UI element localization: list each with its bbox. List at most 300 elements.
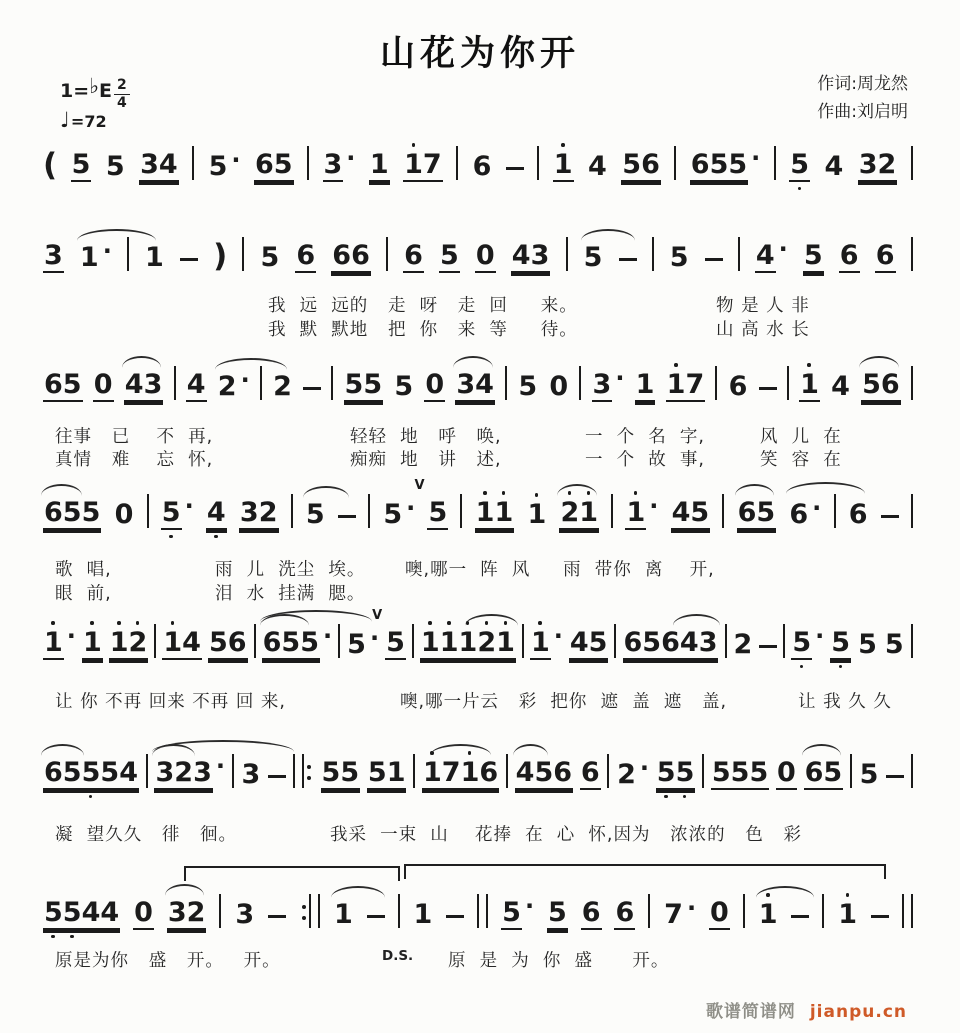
note-digit: 5 (321, 757, 341, 788)
close-paren: ) (213, 238, 228, 274)
beam-group (93, 371, 114, 402)
slur-arc (557, 484, 597, 498)
note-34 (139, 151, 179, 182)
note-0 (114, 501, 135, 530)
repeat-start-sign (293, 754, 314, 790)
note-digit: 5 (340, 757, 360, 788)
lyric-segment: 原 是 为 你 盛 开。 (448, 951, 670, 971)
beam-group (208, 629, 248, 660)
barline (386, 237, 388, 271)
note-digit: 4 (755, 240, 775, 271)
barline (291, 494, 293, 528)
dash-extension (338, 515, 356, 519)
tie-arc (260, 610, 373, 624)
beam-group (728, 373, 749, 402)
note-digit: 4 (124, 369, 144, 400)
beam-group (583, 244, 604, 273)
barline (783, 624, 785, 658)
note-5 (884, 631, 905, 660)
slur-arc (77, 229, 156, 243)
beam-group (666, 371, 706, 402)
octave-dot-below (683, 795, 687, 799)
barline (219, 894, 221, 928)
beam-group (690, 151, 748, 182)
barline (242, 237, 244, 271)
music-line-7 (42, 884, 914, 930)
note-digit: 5 (82, 759, 101, 786)
note-5 (161, 492, 194, 530)
note-digit: 5 (105, 151, 125, 182)
note-digit: 2 (477, 629, 496, 656)
note-digit: 4 (158, 149, 178, 180)
key-prefix: 1= (60, 80, 90, 102)
note-digit: 5 (44, 899, 63, 926)
beam-group (758, 901, 779, 930)
note-digit: 6 (227, 627, 247, 658)
note-55 (344, 371, 384, 402)
beam-group (403, 242, 424, 273)
barline (738, 237, 740, 271)
note-1 (43, 622, 76, 660)
note-digit: 1 (531, 629, 550, 656)
octave-dot-below (839, 665, 843, 669)
note-digit: 1 (527, 501, 546, 528)
note-digit: 7 (664, 899, 683, 930)
note-1 (530, 622, 563, 660)
note-digit: 7 (422, 149, 442, 180)
note-digit: 1 (579, 499, 598, 526)
beam-group (789, 151, 810, 182)
note-digit: 3 (241, 759, 261, 790)
barline (774, 146, 776, 180)
note-digit: 5 (502, 897, 521, 928)
note-2 (272, 373, 293, 402)
note-17 (403, 151, 443, 182)
barline (648, 894, 650, 928)
note-1 (635, 371, 656, 402)
note-digit: 1 (423, 759, 442, 786)
note-digit: 0 (777, 757, 796, 788)
note-2 (733, 631, 754, 660)
octave-dot-below (214, 535, 218, 539)
note-digit: 5 (642, 627, 662, 658)
barline (702, 754, 704, 788)
beam-group (393, 373, 414, 402)
lyric-segment: 让 你 不再 回来 不再 回 来, (55, 692, 286, 712)
note-6 (848, 501, 869, 530)
note-digit: 5 (730, 757, 750, 788)
beam-group (427, 499, 448, 530)
lyric-segment: 原是为你 盛 开。 开。 (55, 951, 281, 971)
note-digit: 6 (690, 149, 710, 180)
note-digit: 5 (367, 757, 387, 788)
barline (192, 146, 194, 180)
note-456 (515, 759, 573, 790)
augmentation-dot: · (615, 364, 625, 392)
note-digit: 4 (100, 897, 120, 928)
augmentation-dot: · (231, 146, 241, 174)
beam-group (144, 244, 165, 273)
slur-arc (673, 614, 721, 628)
note-1 (82, 629, 103, 660)
beam-group (625, 499, 646, 530)
beam-group (804, 759, 844, 790)
note-digit: 5 (790, 151, 809, 178)
note-digit: 5 (711, 757, 731, 788)
note-65554 (43, 759, 139, 790)
slur-arc (41, 744, 84, 758)
note-digit: 6 (479, 757, 499, 788)
note-digit: 2 (258, 497, 278, 528)
beam-group (548, 373, 569, 402)
beam-group (333, 901, 354, 930)
beam-group (367, 759, 407, 790)
note-digit: 6 (789, 499, 809, 530)
augmentation-dot: · (639, 754, 650, 782)
note-digit: 1 (83, 629, 102, 656)
beam-group (71, 151, 92, 182)
augmentation-dot: · (184, 492, 194, 520)
dash-extension (268, 915, 286, 919)
note-1 (553, 151, 574, 182)
note-2 (616, 754, 650, 790)
note-digit: 4 (515, 757, 535, 788)
beam-group (208, 153, 229, 182)
note-digit: 5 (534, 757, 554, 788)
note-5 (372, 608, 406, 660)
barline (743, 894, 745, 928)
note-digit: 1 (554, 151, 573, 178)
note-5 (547, 899, 568, 930)
octave-dot-above (117, 621, 121, 625)
beam-group (791, 629, 812, 660)
note-65 (43, 371, 83, 402)
note-digit: 5 (690, 497, 710, 528)
note-5544 (43, 899, 120, 930)
beam-group (422, 759, 499, 790)
repeat-dots (302, 905, 306, 920)
barline (834, 494, 836, 528)
note-digit: 5 (823, 757, 843, 788)
watermark-site-name: 歌谱简谱网 (705, 1002, 796, 1022)
beam-group (161, 499, 182, 530)
beam-group (526, 501, 547, 530)
note-digit: 5 (281, 627, 301, 658)
note-11121 (420, 629, 516, 660)
note-1 (369, 151, 390, 182)
beam-group (515, 759, 573, 790)
beam-group (859, 761, 880, 790)
note-digit: 3 (698, 627, 718, 658)
note-digit: 6 (880, 369, 900, 400)
beam-group (475, 499, 515, 530)
beam-group (547, 899, 568, 930)
dash-extension (268, 775, 286, 779)
octave-dot-above (136, 621, 140, 625)
octave-dot-above (634, 491, 638, 495)
lyric-segment: 让 我 久 久 (798, 692, 892, 712)
note-4 (830, 373, 851, 402)
note-5 (393, 373, 414, 402)
lyricist-credit: 作词:周龙然 (817, 74, 908, 94)
beam-group (346, 631, 367, 660)
note-digit: 6 (44, 757, 63, 788)
note-digit: 1 (759, 901, 778, 928)
key-letter: E (99, 80, 113, 102)
barline (674, 146, 676, 180)
dash-extension (705, 258, 723, 262)
flat-sign: ♭ (89, 74, 100, 98)
note-digit: 4 (119, 757, 138, 788)
octave-dot-below (169, 535, 173, 539)
beam-group (439, 242, 460, 273)
slur-arc (122, 356, 162, 370)
octave-dot-above (483, 491, 487, 495)
note-6 (614, 899, 635, 930)
beam-group (321, 759, 361, 790)
note-digit: 1 (440, 629, 459, 656)
note-32 (239, 499, 279, 530)
note-digit: 3 (193, 757, 212, 788)
note-65 (737, 499, 777, 530)
note-0 (133, 899, 154, 930)
note-digit: 6 (44, 497, 63, 528)
beam-group (799, 371, 820, 402)
note-digit: 6 (553, 757, 573, 788)
note-digit: 6 (262, 627, 282, 658)
note-digit: 6 (255, 149, 274, 180)
beam-group (206, 499, 227, 530)
note-0 (93, 371, 114, 402)
note-digit: 6 (44, 369, 63, 400)
slur-arc (802, 744, 842, 758)
dash-extension (506, 167, 524, 171)
note-digit: 5 (62, 757, 82, 788)
beam-group (105, 153, 126, 182)
beam-group (323, 151, 344, 182)
note-3 (323, 144, 356, 182)
barline (398, 894, 400, 928)
note-digit: 5 (518, 371, 538, 402)
dash-extension (367, 915, 385, 919)
beam-group (234, 901, 255, 930)
augmentation-dot: · (815, 622, 825, 650)
dash-extension (886, 775, 904, 779)
beam-group (656, 759, 696, 790)
note-digit: 3 (44, 240, 63, 271)
note-51 (367, 759, 407, 790)
note-digit: 5 (728, 149, 748, 180)
beam-group (592, 371, 613, 402)
note-digit: 0 (93, 369, 113, 400)
barline (715, 366, 717, 400)
augmentation-dot: · (66, 622, 76, 650)
augmentation-dot: · (686, 894, 697, 922)
barline (725, 624, 727, 658)
note-digit: 3 (530, 240, 550, 271)
repeat-dots (307, 765, 311, 780)
note-digit: 5 (792, 629, 811, 656)
lyric-segment: 噢,哪一 阵 风 雨 带你 离 开, (405, 560, 715, 580)
note-5 (857, 631, 878, 660)
note-5 (208, 146, 241, 182)
beam-group (43, 629, 64, 660)
note-digit: 5 (386, 627, 405, 658)
note-6 (472, 153, 493, 182)
note-55 (321, 759, 361, 790)
note-digit: 2 (129, 629, 148, 656)
beam-group (580, 759, 601, 790)
augmentation-dot: · (649, 492, 659, 520)
double-barline (477, 894, 488, 928)
note-655 (690, 144, 761, 182)
barline (307, 146, 309, 180)
barline (260, 366, 262, 400)
beam-group (663, 901, 684, 930)
beam-group (43, 371, 83, 402)
note-digit: 5 (439, 240, 459, 271)
note-1 (625, 492, 659, 530)
beam-group (43, 759, 139, 790)
note-4 (206, 499, 227, 530)
music-line-5 (42, 608, 914, 660)
volta-bracket-2 (404, 864, 886, 879)
note-1 (837, 901, 858, 930)
note-3 (234, 901, 255, 930)
note-digit: 4 (475, 369, 494, 400)
tie-arc (786, 482, 865, 496)
double-barline (902, 894, 913, 928)
note-32 (167, 899, 207, 930)
note-digit: 1 (421, 629, 440, 656)
barline (850, 754, 852, 788)
ds-marking: D.S. (382, 948, 414, 964)
note-4 (186, 371, 207, 402)
octave-dot-above (412, 143, 416, 147)
dash-extension (759, 387, 777, 391)
watermark-site-url: jianpu.cn (809, 1002, 907, 1022)
augmentation-dot: · (369, 624, 380, 652)
augmentation-dot: · (524, 892, 535, 920)
note-digit: 0 (475, 240, 495, 271)
note-3 (241, 761, 262, 790)
note-digit: 7 (685, 369, 705, 400)
lyric-segment: 泪 水 挂满 腮。 (215, 584, 366, 604)
note-digit: 5 (363, 369, 383, 400)
augmentation-dot: · (778, 235, 788, 263)
beam-group (776, 759, 797, 790)
note-555 (711, 759, 769, 790)
note-5 (830, 629, 851, 660)
note-6 (839, 242, 860, 273)
barline (607, 754, 609, 788)
note-digit: 5 (884, 629, 904, 660)
augmentation-dot: · (553, 622, 563, 650)
octave-dot-below (800, 665, 804, 669)
octave-dot-above (90, 621, 94, 625)
note-6 (295, 242, 316, 273)
beam-group (861, 371, 901, 402)
note-digit: 2 (617, 759, 636, 790)
beam-group (154, 759, 212, 790)
beam-group (162, 629, 202, 660)
note-digit: 2 (273, 371, 292, 402)
slur-arc (465, 614, 518, 628)
note-digit: 2 (174, 757, 194, 788)
beam-group (517, 373, 538, 402)
octave-dot-above (51, 621, 55, 625)
note-digit: 1 (476, 499, 495, 526)
note-digit: 5 (756, 497, 776, 528)
note-digit: 2 (560, 499, 579, 526)
beam-group (455, 371, 495, 402)
lyric-segment: 噢,哪一片云 彩 把你 遮 盖 遮 盖, (400, 692, 728, 712)
note-digit: 5 (162, 499, 181, 526)
note-digit: 1 (838, 901, 857, 928)
song-title: 山花为你开 (379, 34, 580, 74)
note-5 (583, 244, 604, 273)
note-digit: 4 (569, 627, 589, 658)
lyric-segment: 真情 难 忘 怀, (55, 450, 214, 470)
beam-group (262, 629, 320, 660)
music-line-3 (42, 356, 914, 402)
note-5 (305, 501, 326, 530)
lyric-segment: 痴痴 地 讲 述, (350, 450, 502, 470)
beam-group (553, 151, 574, 182)
note-5 (859, 761, 880, 790)
beam-group (711, 759, 769, 790)
note-digit: 5 (383, 499, 403, 530)
beam-group (830, 629, 851, 660)
beam-group (369, 151, 390, 182)
lyric-segment: 山 高 水 长 (716, 320, 810, 340)
slur-arc (453, 356, 493, 370)
slur-arc (303, 486, 349, 500)
barline (127, 237, 129, 271)
note-digit: 2 (733, 629, 753, 660)
note-56 (621, 151, 661, 182)
note-digit: 5 (749, 757, 769, 788)
open-paren: ( (43, 147, 58, 183)
beam-group (114, 501, 135, 530)
volta-bracket-1 (184, 866, 400, 881)
barline (232, 754, 234, 788)
beam-group (403, 151, 443, 182)
note-digit: 5 (62, 497, 82, 528)
octave-dot-above (538, 621, 542, 625)
note-digit: 2 (217, 371, 237, 402)
beam-group (82, 629, 103, 660)
beam-group (839, 242, 860, 273)
augmentation-dot: · (323, 622, 333, 650)
note-digit: 5 (394, 371, 414, 402)
music-line-1 (42, 136, 914, 182)
note-digit: 6 (472, 151, 492, 182)
note-digit: 6 (404, 240, 423, 271)
beam-group (43, 899, 120, 930)
barline (368, 494, 370, 528)
note-digit: 4 (511, 240, 531, 271)
octave-dot-above (807, 363, 811, 367)
beam-group (43, 242, 64, 273)
slur-arc (331, 886, 385, 900)
note-digit: 3 (167, 897, 187, 928)
beam-group (803, 242, 824, 273)
beam-group (559, 499, 599, 530)
note-digit: 5 (300, 627, 319, 658)
note-digit: 0 (114, 499, 134, 530)
beam-group (837, 901, 858, 930)
